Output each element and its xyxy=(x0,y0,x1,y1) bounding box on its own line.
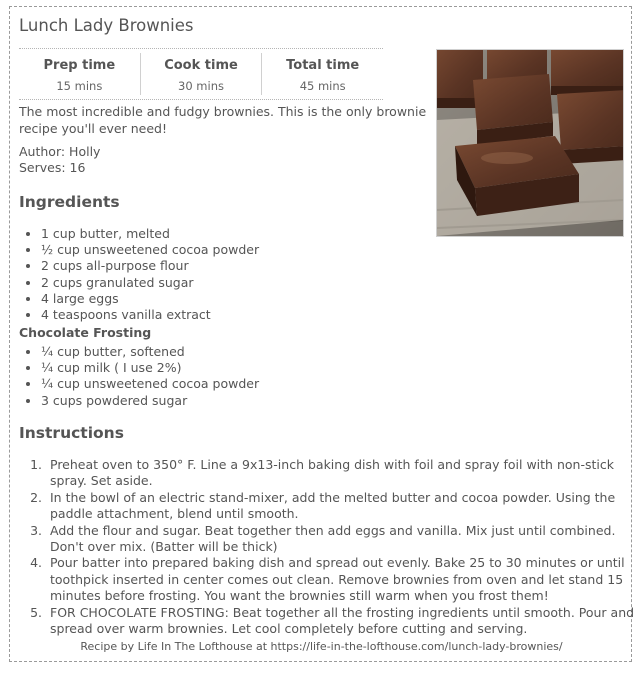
instruction-step: 4. Pour batter into prepared baking dish and spread out evenly. Bake 25 to 30 minutes or until toothpick inserted in center comes out clean. Remove brownies from oven and let stand 15 minutes before frosting. You want the brownies still warm when you frost them! xyxy=(46,555,640,604)
list-item: • 2 cups granulated sugar xyxy=(41,275,259,291)
cook-time-value: 30 mins xyxy=(178,79,224,93)
prep-time-label: Prep time xyxy=(43,58,116,73)
instructions-heading: Instructions xyxy=(19,424,124,442)
ingredients-heading: Ingredients xyxy=(19,193,120,211)
instruction-step: 3. Add the flour and sugar. Beat together then add eggs and vanilla. Mix just until combined. Don't over mix. (Batter will be thick) xyxy=(46,523,640,556)
list-item: • ¼ cup butter, softened xyxy=(41,344,259,360)
list-item: • ¼ cup unsweetened cocoa powder xyxy=(41,376,259,392)
total-time-label: Total time xyxy=(286,58,360,73)
list-item: • ¼ cup milk ( I use 2%) xyxy=(41,360,259,376)
total-time-value: 45 mins xyxy=(299,79,346,93)
recipe-card xyxy=(9,6,635,662)
brownies-image xyxy=(437,50,623,236)
cook-time xyxy=(141,53,263,95)
list-item: • ½ cup unsweetened cocoa powder xyxy=(41,242,259,258)
instruction-step: 1. Preheat oven to 350° F. Line a 9x13-inch baking dish with foil and spray foil with non-stick spray. Set aside. xyxy=(46,457,640,490)
total-time xyxy=(262,53,383,95)
frosting-heading: Chocolate Frosting xyxy=(19,325,152,340)
instruction-step: 5. FOR CHOCOLATE FROSTING: Beat together all the frosting ingredients until smooth. Pour and spread over warm brownies. Let cool completely before cutting and serving. xyxy=(46,605,640,638)
recipe-credit: Recipe by Life In The Lofthouse at https://life-in-the-lofthouse.com/lunch-lady-brownies/ xyxy=(80,640,563,653)
list-item: • 4 teaspoons vanilla extract xyxy=(41,307,259,323)
list-item: • 2 cups all-purpose flour xyxy=(41,258,259,274)
cook-time-label: Cook time xyxy=(164,58,238,73)
recipe-times xyxy=(19,48,383,100)
frosting-list xyxy=(19,344,259,409)
recipe-photo xyxy=(436,49,624,237)
recipe-title: Lunch Lady Brownies xyxy=(19,16,194,35)
prep-time xyxy=(19,53,141,95)
instructions-list xyxy=(19,457,640,637)
recipe-description: The most incredible and fudgy brownies. This is the only brownie recipe you'll ever need! xyxy=(19,104,427,136)
recipe-serves: Serves: 16 xyxy=(19,160,86,175)
ingredients-list xyxy=(19,226,259,323)
recipe-author: Author: Holly xyxy=(19,144,101,159)
prep-time-value: 15 mins xyxy=(56,79,103,93)
instruction-step: 2. In the bowl of an electric stand-mixer, add the melted butter and cocoa powder. Using the paddle attachment, blend until smooth. xyxy=(46,490,640,523)
list-item: • 4 large eggs xyxy=(41,291,259,307)
list-item: • 1 cup butter, melted xyxy=(41,226,259,242)
recipe-meta xyxy=(19,144,100,176)
list-item: • 3 cups powdered sugar xyxy=(41,393,259,409)
